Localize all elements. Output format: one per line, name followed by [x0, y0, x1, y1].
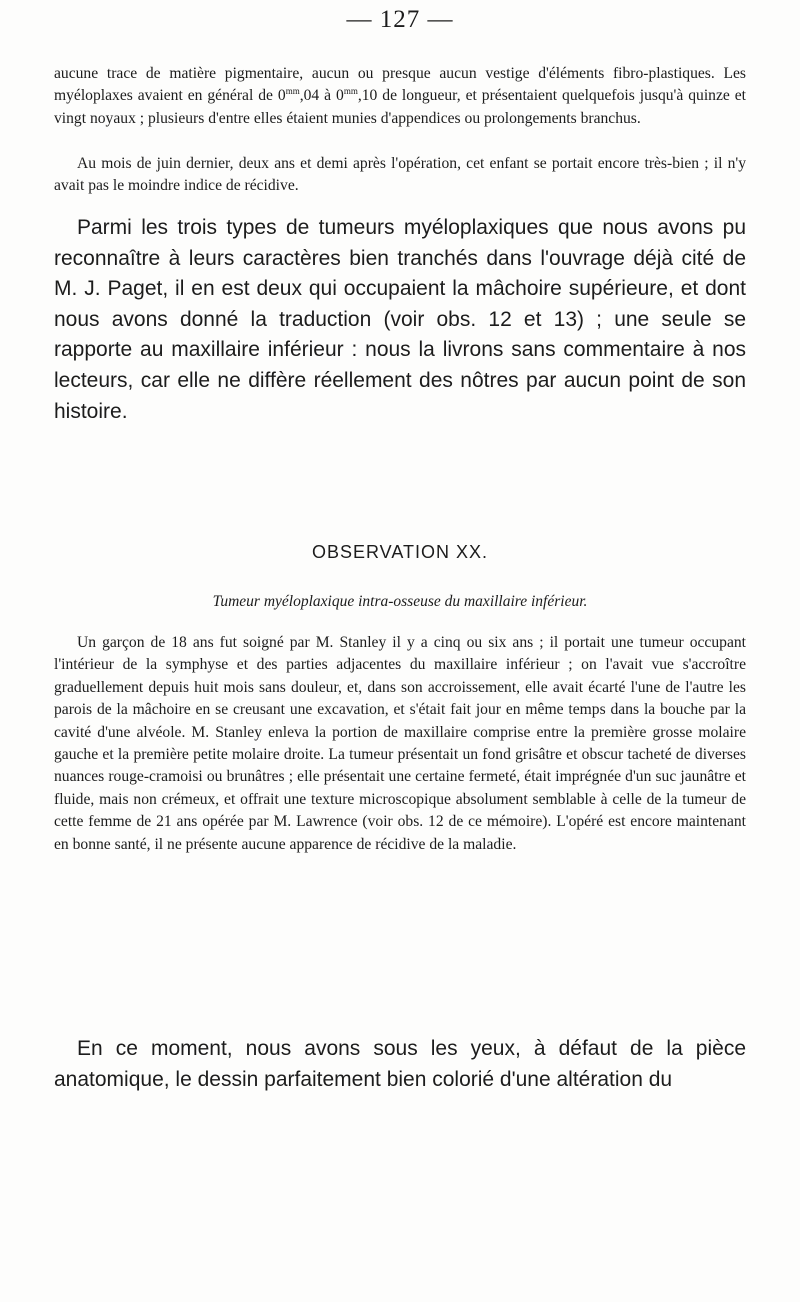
paragraph-drawing: En ce moment, nous avons sous les yeux, à défaut de la pièce anatomique, le dessin parfaitement bien colorié d'une altération du	[54, 1037, 746, 1091]
page-number: — 127 —	[346, 6, 454, 33]
observation-subtitle: Tumeur myéloplaxique intra-osseuse du maxillaire inférieur.	[212, 593, 588, 610]
paragraph-observation-case: Un garçon de 18 ans fut soigné par M. Stanley il y a cinq ou six ans ; il portait une tumeur occupant l'intérieur de la symphyse et des parties adjacentes du maxillaire inférieur ; on l'avait vue s'accroître graduellement depuis huit mois sans douleur, et, dans son accroissement, elle avait écarté l'une de l'autre les parois de la mâchoire en se creusant une excavation, et s'était fait jour en même temps dans la bouche par la cavité d'une alvéole. M. Stanley enleva la portion de maxillaire comprise entre la première grosse molaire gauche et la première petite molaire droite. La tumeur présentait un fond grisâtre et obscur tacheté de diverses nuances rouge-cramoisi ou brunâtres ; elle présentait une certaine fermeté, était imprégnée d'un suc jaunâtre et fluide, mais non crémeux, et offrait une texture microscopique absolument semblable à celle de la tumeur de cette femme de 21 ans opérée par M. Lawrence (voir obs. 12 de ce mémoire). L'opéré est encore maintenant en bonne santé, il ne présente aucune apparence de récidive de la maladie.	[54, 634, 746, 853]
observation-title: OBSERVATION XX.	[311, 542, 489, 562]
paragraph-follow-up: Au mois de juin dernier, deux ans et demi après l'opération, cet enfant se portait encore très-bien ; il n'y avait pas le moindre indice de récidive.	[54, 155, 746, 195]
paragraph-three-types: Parmi les trois types de tumeurs myéloplaxiques que nous avons pu reconnaître à leurs caractères bien tranchés dans l'ouvrage déjà cité de M. J. Paget, il en est deux qui occupaient la mâchoire supérieure, et dont nous avons donné la traduction (voir obs. 12 et 13) ; une seule se rapporte au maxillaire inférieur : nous la livrons sans commentaire à nos lecteurs, car elle ne diffère réellement des nôtres par aucun point de son histoire.	[54, 216, 746, 423]
paragraph-myeloplaxes-description: aucune trace de matière pigmentaire, aucun ou presque aucun vestige d'éléments fibro-plastiques. Les myéloplaxes avaient en général de $0^{mm},04$ à $0^{mm},10$ de longueur, et présentaient quelquefois jusqu'à quinze et vingt noyaux ; plusieurs d'entre elles étaient munies d'appendices ou prolongements branchus.	[54, 65, 746, 127]
